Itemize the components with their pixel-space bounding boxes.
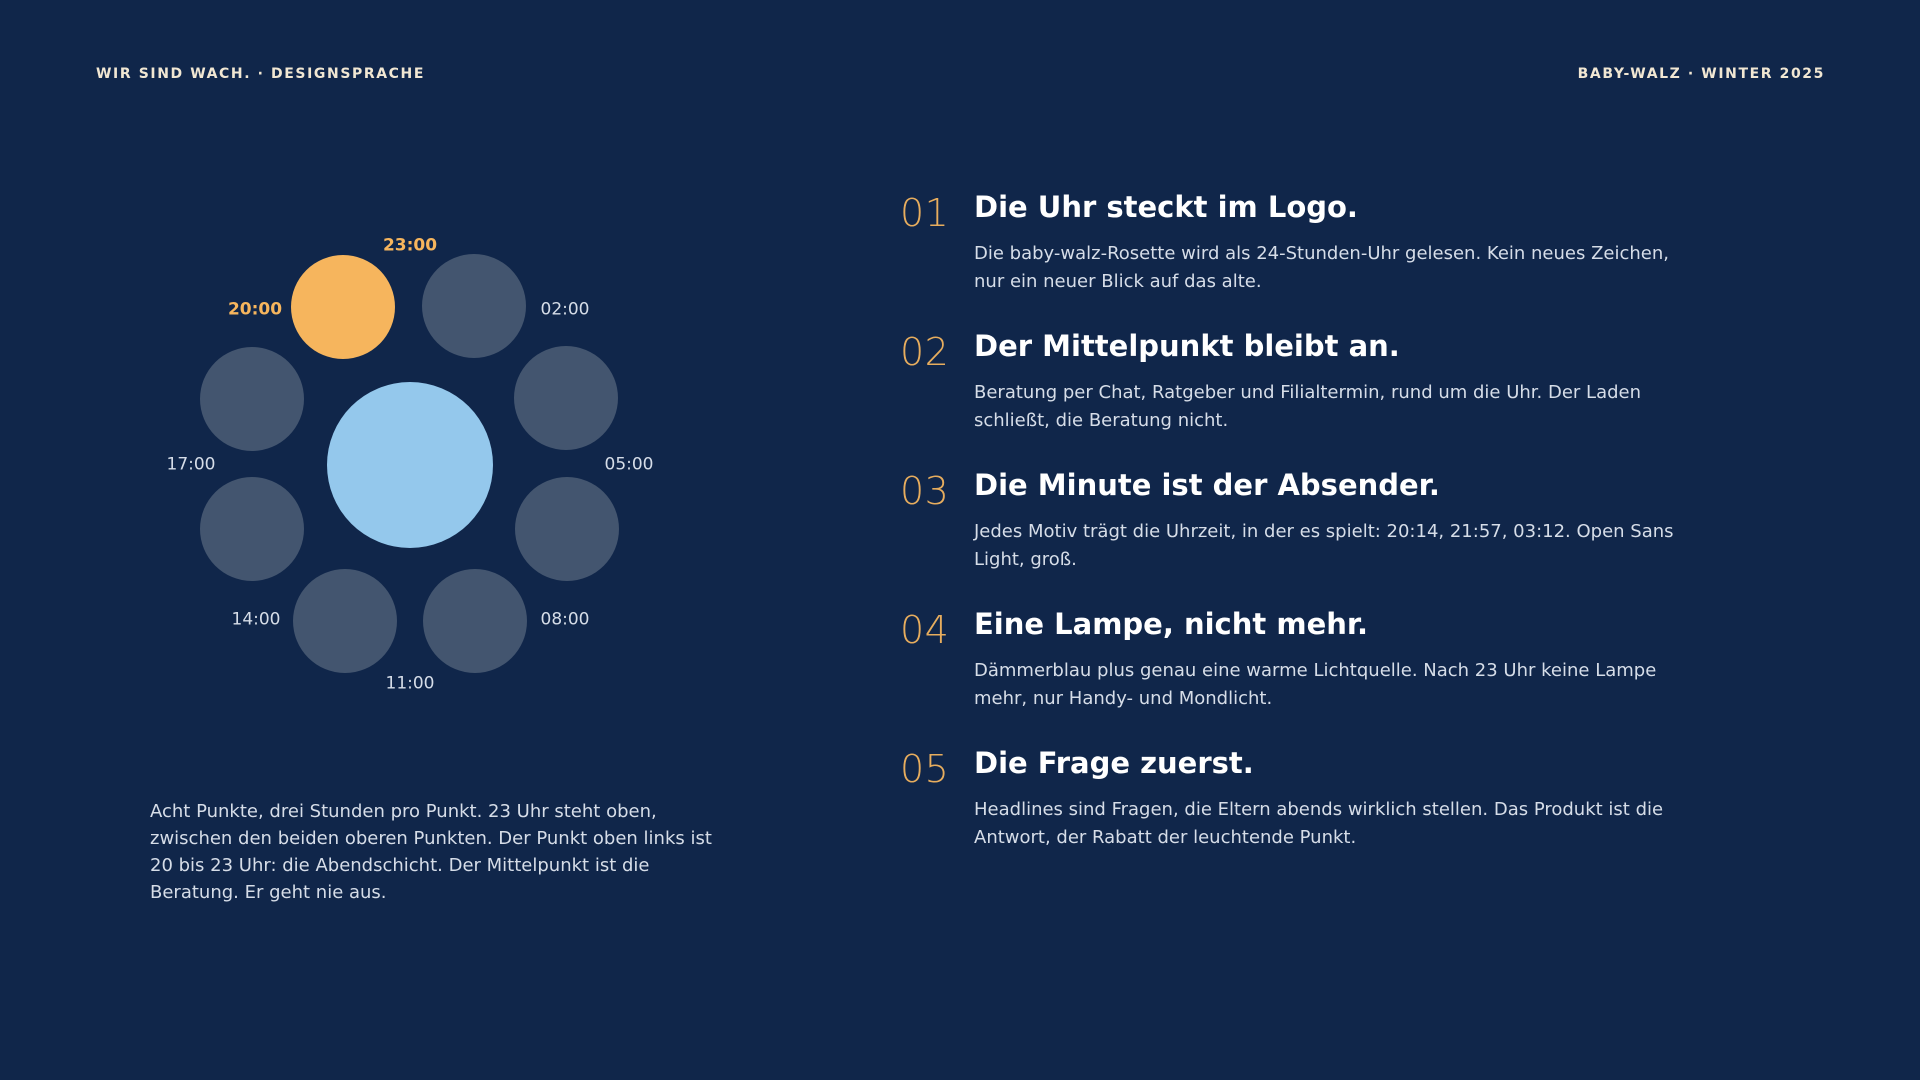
principle-title: Der Mittelpunkt bleibt an. xyxy=(974,329,1400,363)
center-dot xyxy=(327,382,493,548)
clock-rosette-diagram xyxy=(0,0,800,800)
principle-body: Dämmerblau plus genau eine warme Lichtquelle. Nach 23 Uhr keine Lampe mehr, nur Handy- und Mondlicht. xyxy=(974,660,1657,709)
principle-item xyxy=(900,468,1700,607)
principle-body: Beratung per Chat, Ratgeber und Filialtermin, rund um die Uhr. Der Laden schließt, die Beratung nicht. xyxy=(974,382,1642,431)
principle-number: 05 xyxy=(900,747,950,791)
label-1100: 11:00 xyxy=(385,673,435,694)
principle-title: Die Frage zuerst. xyxy=(974,746,1254,780)
dot-08-11 xyxy=(423,569,527,673)
principle-item xyxy=(900,329,1700,468)
principle-title: Die Uhr steckt im Logo. xyxy=(974,190,1358,224)
header-left-label: WIR SIND WACH. · DESIGNSPRACHE xyxy=(96,66,426,82)
principle-item xyxy=(900,746,1700,885)
label-1700: 17:00 xyxy=(166,454,216,475)
principle-body: Die baby-walz-Rosette wird als 24-Stunden-Uhr gelesen. Kein neues Zeichen, nur ein neuer Blick auf das alte. xyxy=(974,243,1670,292)
dot-17-20 xyxy=(200,347,304,451)
label-2300: 23:00 xyxy=(382,235,438,256)
principles-list xyxy=(900,190,1700,885)
dot-20-23 xyxy=(291,255,395,359)
dot-05-08 xyxy=(515,477,619,581)
principle-number: 04 xyxy=(900,608,950,652)
dot-02-05 xyxy=(514,346,618,450)
principle-body: Jedes Motiv trägt die Uhrzeit, in der es spielt: 20:14, 21:57, 03:12. Open Sans Light, groß. xyxy=(974,521,1674,570)
principle-number: 02 xyxy=(900,330,950,374)
label-0500: 05:00 xyxy=(604,454,654,475)
label-2000: 20:00 xyxy=(227,299,283,320)
principle-number: 03 xyxy=(900,469,950,513)
label-1400: 14:00 xyxy=(231,609,281,630)
principle-item xyxy=(900,190,1700,329)
label-0200: 02:00 xyxy=(540,299,590,320)
principle-title: Eine Lampe, nicht mehr. xyxy=(974,607,1369,641)
principle-item xyxy=(900,607,1700,746)
principle-body: Headlines sind Fragen, die Eltern abends wirklich stellen. Das Produkt ist die Antwort, der Rabatt der leuchtende Punkt. xyxy=(974,799,1664,848)
principle-title: Die Minute ist der Absender. xyxy=(974,468,1440,502)
diagram-caption: Acht Punkte, drei Stunden pro Punkt. 23 Uhr steht oben, zwischen den beiden oberen Punkten. Der Punkt oben links ist 20 bis 23 Uhr: die Abendschicht. Der Mittelpunkt ist die Beratung. Er geht nie aus. xyxy=(150,801,712,903)
header-right-label: BABY-WALZ · WINTER 2025 xyxy=(1577,66,1825,82)
principle-number: 01 xyxy=(900,191,950,235)
label-0800: 08:00 xyxy=(540,609,590,630)
dot-11-14 xyxy=(293,569,397,673)
dot-14-17 xyxy=(200,477,304,581)
dot-23-02 xyxy=(422,254,526,358)
